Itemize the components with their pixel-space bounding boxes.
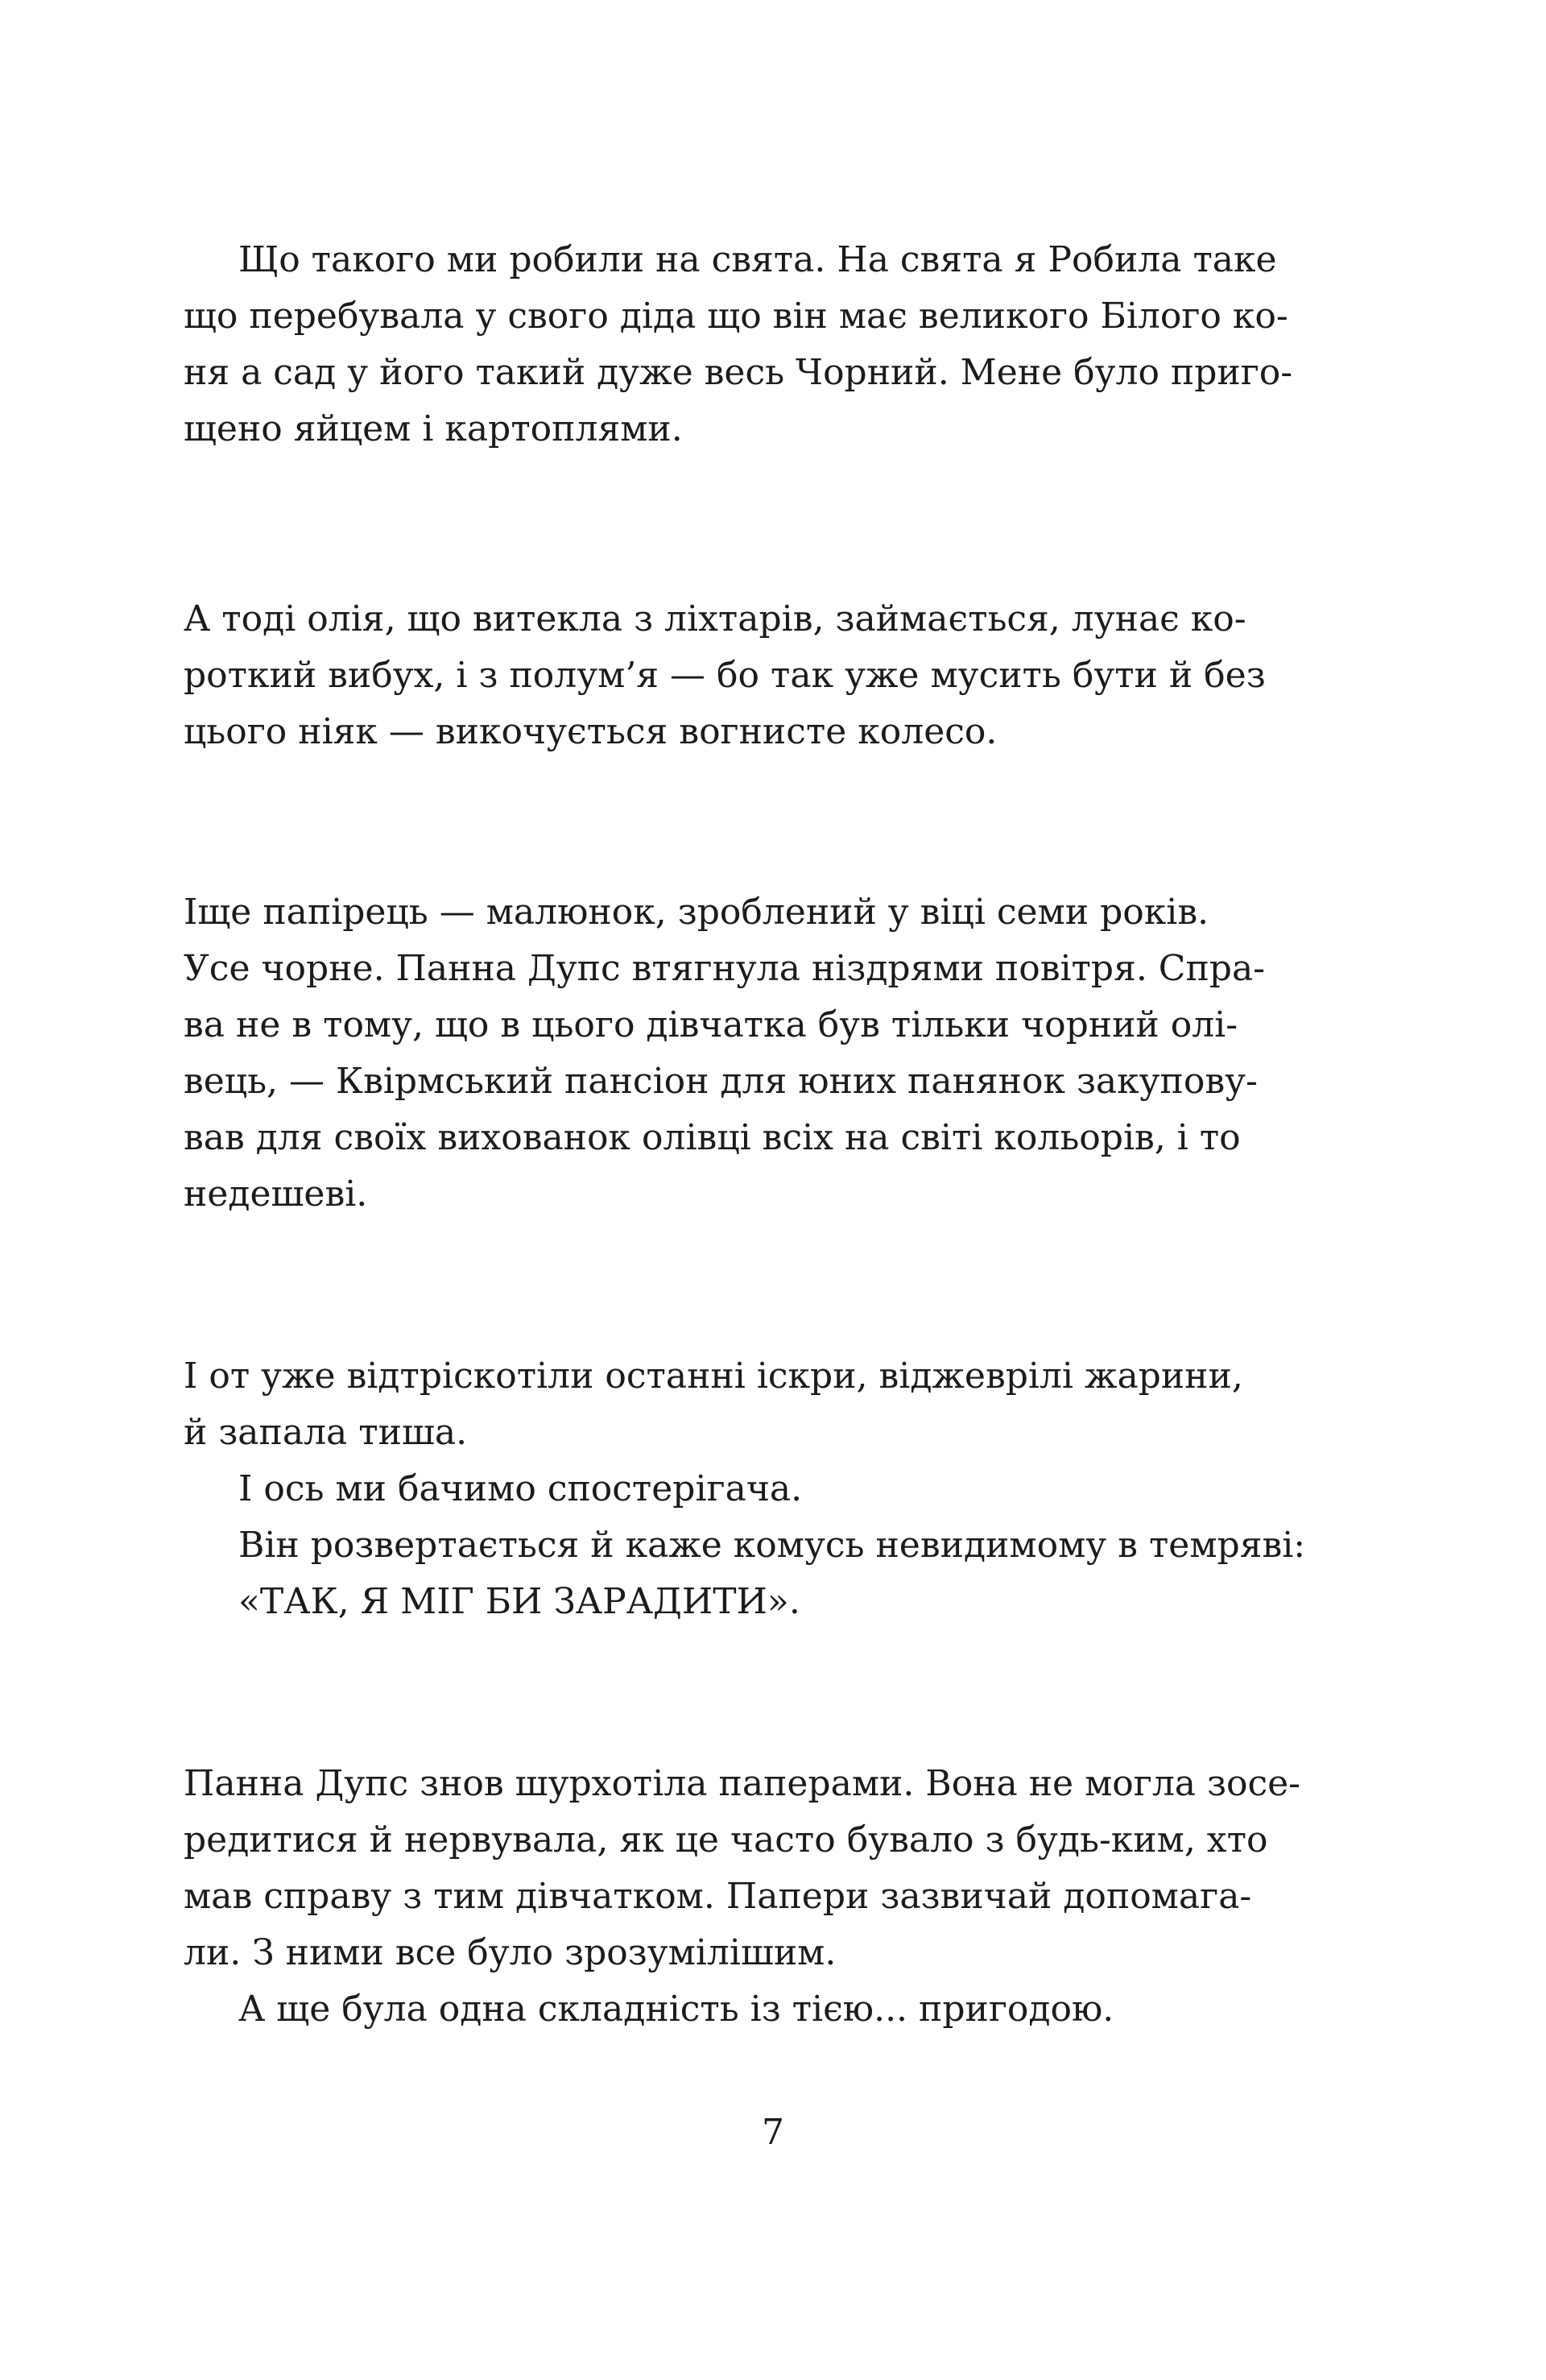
text-line: що перебувала у свого діда що він має великого Білого ко-: [184, 296, 1288, 337]
text-line: цього ніяк — викочується вогнисте колесо.: [184, 711, 998, 752]
paragraph-fire-wheel: [184, 591, 1359, 760]
page-number: 7: [762, 2112, 784, 2153]
text-line: щено яйцем і картоплями.: [184, 408, 683, 449]
text-line: вець, — Квірмський пансіон для юних панянок закупову-: [184, 1061, 1258, 1102]
text-line: І ось ми бачимо спостерігача.: [238, 1468, 803, 1509]
text-line: роткий вибух, і з полум’я — бо так уже мусить бути й без: [184, 655, 1266, 696]
text-line: ва не в тому, що в цього дівчатка був тільки чорний олі-: [184, 1004, 1238, 1045]
text-line: редитися й нервувала, як це часто бувало з будь-ким, хто: [184, 1819, 1268, 1861]
text-line: «ТАК, Я МІГ БИ ЗАРАДИТИ».: [238, 1581, 800, 1622]
text-line: А тоді олія, що витекла з ліхтарів, займається, лунає ко-: [184, 598, 1246, 639]
paragraph-papers: [184, 1756, 1359, 2038]
text-line: й запала тиша.: [184, 1412, 468, 1453]
paragraph-drawing: [184, 884, 1359, 1223]
text-line: І от уже відтріскотіли останні іскри, віджеврілі жарини,: [184, 1356, 1243, 1397]
text-line: А ще була одна складність із тією... пригодою.: [238, 1989, 1114, 2030]
text-line: ня а сад у його такий дуже весь Чорний. Мене було приго-: [184, 352, 1293, 393]
text-line: Іще папірець — малюнок, зроблений у віці семи років.: [184, 892, 1209, 933]
text-line: Панна Дупс знов шурхотіла паперами. Вона не могла зосе-: [184, 1763, 1301, 1804]
text-line: Усе чорне. Панна Дупс втягнула ніздрями повітря. Спра-: [184, 948, 1266, 989]
text-line: ли. З ними все було зрозумілішим.: [184, 1932, 837, 1973]
text-line: вав для своїх вихованок олівці всіх на світі кольорів, і то: [184, 1117, 1241, 1158]
text-line: мав справу з тим дівчатком. Папери зазвичай допомага-: [184, 1876, 1252, 1917]
text-line: Що такого ми робили на свята. На свята я Робила таке: [238, 239, 1277, 280]
text-line: недешеві.: [184, 1173, 368, 1215]
paragraph-holiday: [184, 232, 1359, 457]
paragraph-observer: [184, 1348, 1359, 1630]
text-line: Він розвертається й каже комусь невидимому в темряві:: [238, 1525, 1306, 1566]
